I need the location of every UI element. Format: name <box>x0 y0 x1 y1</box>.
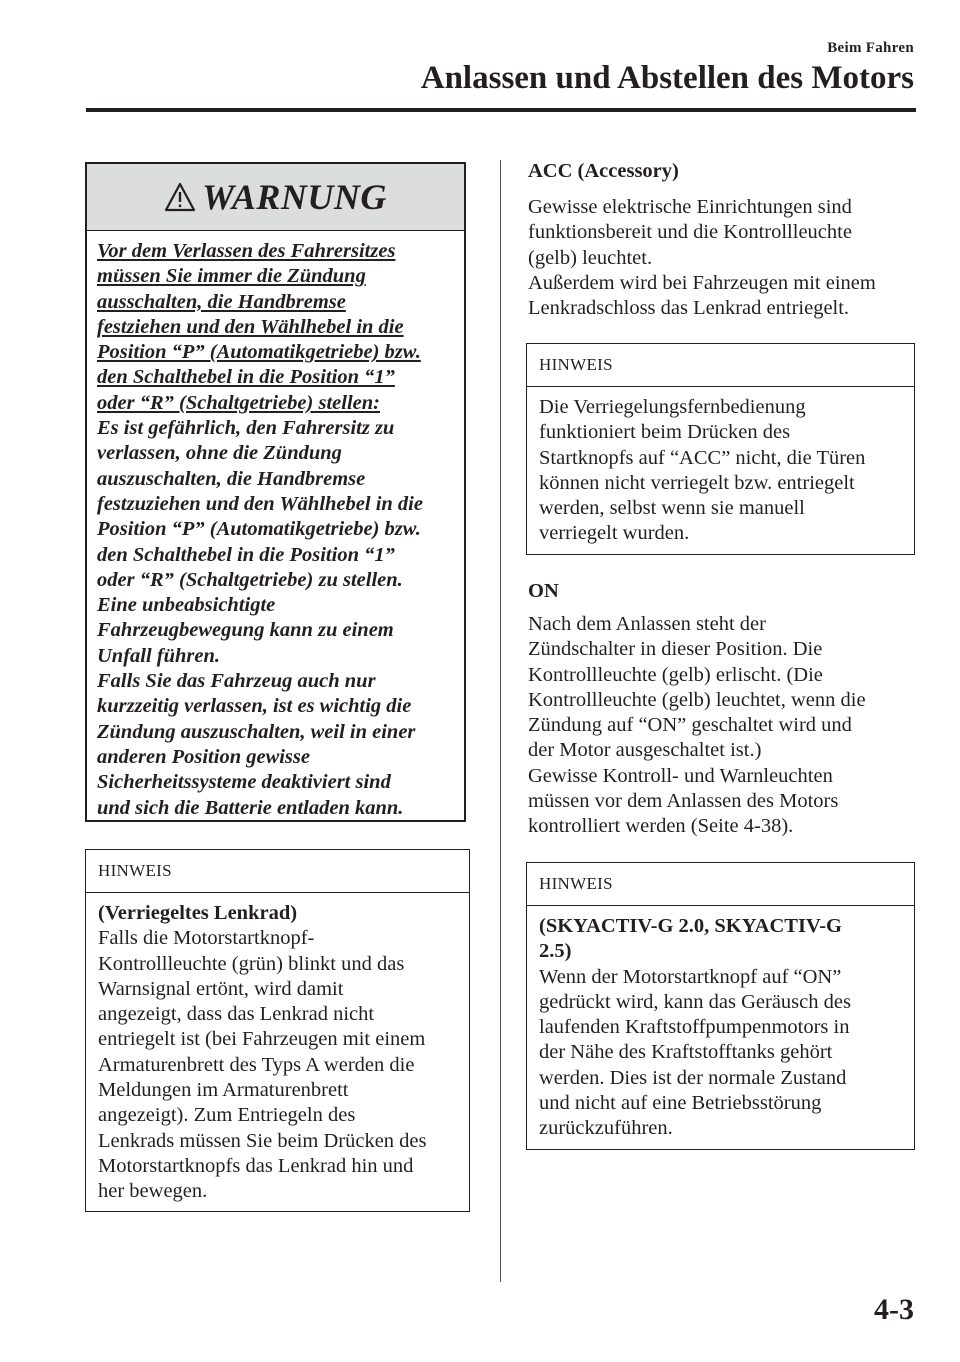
note-line: Wenn der Motorstartknopf auf “ON” <box>539 965 842 988</box>
on-line: Zündung auf “ON” geschaltet wird und <box>528 714 852 737</box>
note-line: Kontrollleuchte (grün) blinkt und das <box>98 952 405 975</box>
on-line: müssen vor dem Anlassen des Motors <box>528 790 839 813</box>
on-line: Kontrollleuchte (gelb) erlischt. (Die <box>528 663 823 686</box>
note-line: Falls die Motorstartknopf- <box>98 927 315 950</box>
header-rule <box>86 108 916 112</box>
warning-text <box>87 231 464 821</box>
warning-line: verlassen, ohne die Zündung <box>97 442 342 465</box>
note-line: und nicht auf eine Betriebsstörung <box>539 1092 822 1115</box>
note-line: laufenden Kraftstoffpumpenmotors in <box>539 1016 850 1039</box>
warning-line: Fahrzeugbewegung kann zu einem <box>97 619 394 642</box>
note-line: verriegelt wurden. <box>539 522 690 545</box>
chapter-label: Beim Fahren <box>827 40 914 56</box>
warning-title: WARNUNG <box>202 177 387 217</box>
on-line: kontrolliert werden (Seite 4-38). <box>528 815 794 838</box>
note-line: werden, selbst wenn sie manuell <box>539 497 805 520</box>
note-line: Motorstartknopfs das Lenkrad hin und <box>98 1154 414 1177</box>
note-line: angezeigt). Zum Entriegeln des <box>98 1104 356 1127</box>
warning-line: kurzzeitig verlassen, ist es wichtig die <box>97 695 412 718</box>
note-heading: 2.5) <box>539 940 572 963</box>
note-label: HINWEIS <box>86 850 469 893</box>
note-line: Die Verriegelungsfernbedienung <box>539 396 806 418</box>
warning-triangle-icon <box>164 182 196 212</box>
note-line: her bewegen. <box>98 1180 208 1203</box>
note-box-steering-lock <box>85 849 470 1212</box>
acc-paragraph <box>528 195 918 321</box>
note-text <box>527 387 914 547</box>
note-line: der Nähe des Kraftstofftanks gehört <box>539 1041 833 1064</box>
warning-line: Es ist gefährlich, den Fahrersitz zu <box>97 417 395 440</box>
warning-line: ausschalten, die Handbremse <box>97 290 346 313</box>
warning-line: und sich die Batterie entladen kann. <box>97 796 404 819</box>
warning-line: Zündung auszuschalten, weil in einer <box>97 720 416 743</box>
on-heading: ON <box>528 580 559 602</box>
column-divider <box>500 160 501 1282</box>
warning-line: anderen Position gewisse <box>97 745 310 768</box>
note-line: angezeigt, dass das Lenkrad nicht <box>98 1003 375 1026</box>
note-heading: (SKYACTIV-G 2.0, SKYACTIV-G <box>539 915 842 937</box>
warning-line: auszuschalten, die Handbremse <box>97 467 366 490</box>
warning-line: Falls Sie das Fahrzeug auch nur <box>97 670 376 693</box>
warning-line: Position “P” (Automatikgetriebe) bzw. <box>97 518 421 541</box>
warning-line: Vor dem Verlassen des Fahrersitzes <box>97 240 396 262</box>
on-line: Zündschalter in dieser Position. Die <box>528 638 823 661</box>
on-line: Nach dem Anlassen steht der <box>528 613 766 635</box>
note-line: entriegelt ist (bei Fahrzeugen mit einem <box>98 1028 426 1051</box>
warning-line: den Schalthebel in die Position “1” <box>97 543 395 566</box>
warning-line: festzuziehen und den Wählhebel in die <box>97 492 423 515</box>
warning-line: den Schalthebel in die Position “1” <box>97 366 395 389</box>
note-box-acc <box>526 343 915 555</box>
warning-box <box>85 162 466 822</box>
page-number: 4-3 <box>874 1293 914 1326</box>
acc-line: (gelb) leuchtet. <box>528 246 653 269</box>
note-label: HINWEIS <box>527 344 914 387</box>
note-line: Armaturenbrett des Typs A werden die <box>98 1053 415 1076</box>
note-heading: (Verriegeltes Lenkrad) <box>98 902 298 924</box>
acc-line: Gewisse elektrische Einrichtungen sind <box>528 196 852 218</box>
note-line: funktioniert beim Drücken des <box>539 421 791 444</box>
note-text <box>527 906 914 1142</box>
on-line: Gewisse Kontroll- und Warnleuchten <box>528 764 833 787</box>
note-text <box>86 893 469 1205</box>
warning-header <box>87 164 464 231</box>
note-line: können nicht verriegelt bzw. entriegelt <box>539 471 855 494</box>
on-line: der Motor ausgeschaltet ist.) <box>528 739 762 762</box>
note-line: gedrückt wird, kann das Geräusch des <box>539 990 851 1013</box>
warning-line: Eine unbeabsichtigte <box>97 594 276 617</box>
warning-line: oder “R” (Schaltgetriebe) zu stellen. <box>97 568 403 591</box>
warning-line: oder “R” (Schaltgetriebe) stellen: <box>97 391 380 414</box>
acc-heading: ACC (Accessory) <box>528 160 679 182</box>
note-line: Lenkrads müssen Sie beim Drücken des <box>98 1129 427 1152</box>
note-line: Warnsignal ertönt, wird damit <box>98 977 344 1000</box>
on-paragraph <box>528 612 918 840</box>
note-line: Startknopfs auf “ACC” nicht, die Türen <box>539 446 866 469</box>
acc-line: funktionsbereit und die Kontrollleuchte <box>528 221 852 244</box>
warning-line: Position “P” (Automatikgetriebe) bzw. <box>97 341 421 364</box>
acc-line: Lenkradschloss das Lenkrad entriegelt. <box>528 297 850 320</box>
warning-line: müssen Sie immer die Zündung <box>97 265 366 288</box>
acc-line: Außerdem wird bei Fahrzeugen mit einem <box>528 271 876 294</box>
on-line: Kontrollleuchte (gelb) leuchtet, wenn die <box>528 688 866 711</box>
note-box-skyactiv <box>526 862 915 1150</box>
note-line: zurückzuführen. <box>539 1117 673 1140</box>
warning-line: festziehen und den Wählhebel in die <box>97 315 404 338</box>
warning-line: Sicherheitssysteme deaktiviert sind <box>97 771 391 794</box>
note-line: werden. Dies ist der normale Zustand <box>539 1066 847 1089</box>
note-label: HINWEIS <box>527 863 914 906</box>
section-title: Anlassen und Abstellen des Motors <box>420 60 914 96</box>
warning-line: Unfall führen. <box>97 644 221 667</box>
note-line: Meldungen im Armaturenbrett <box>98 1079 349 1102</box>
